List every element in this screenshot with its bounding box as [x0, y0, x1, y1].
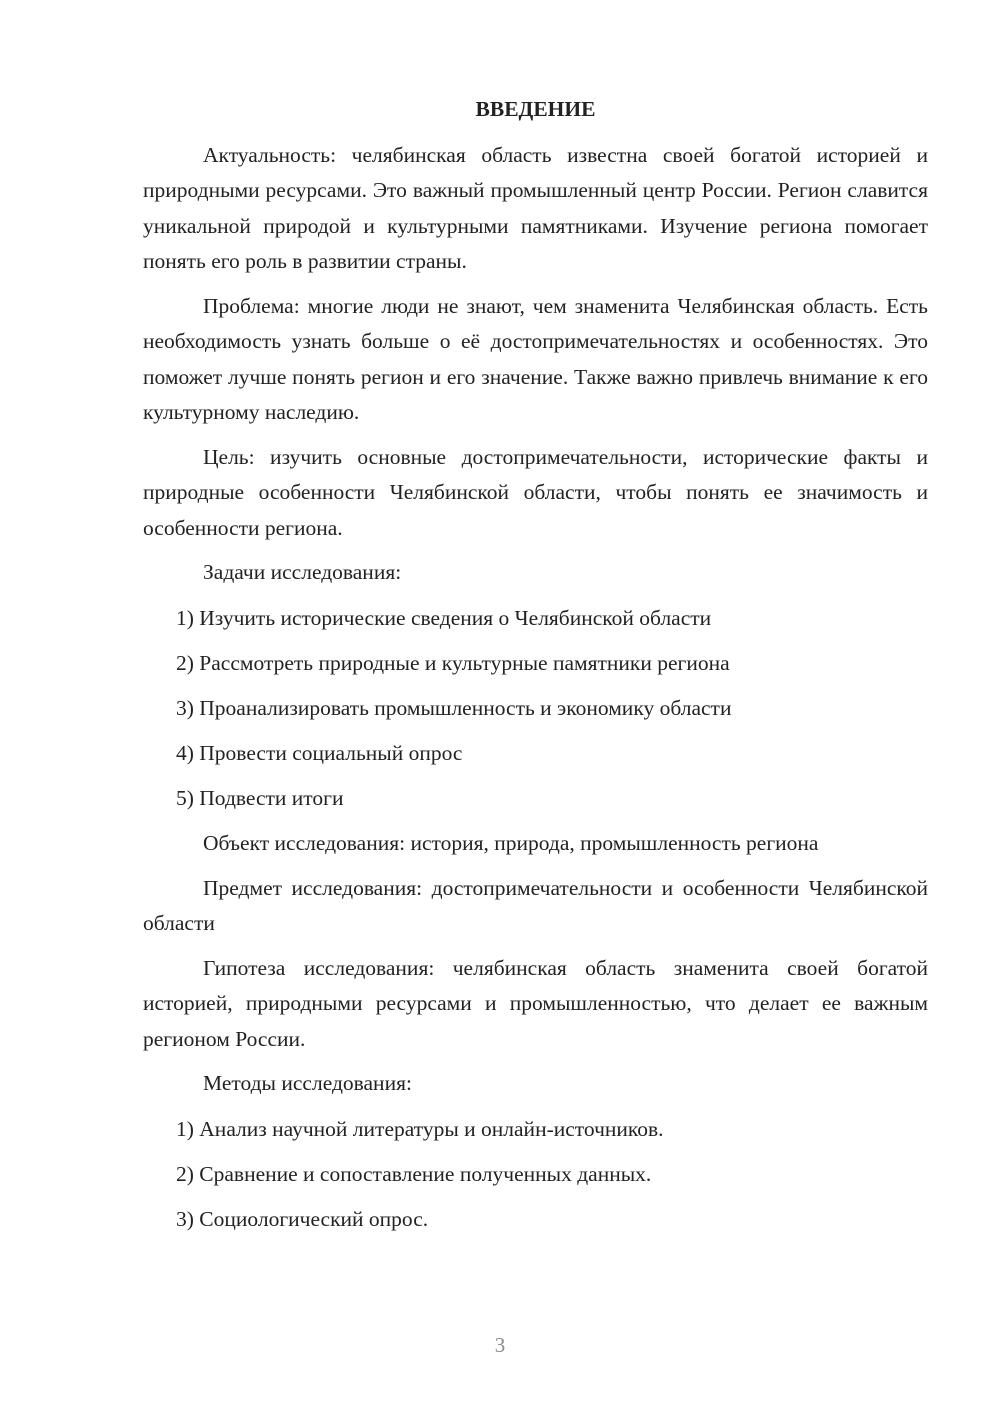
document-page — [143, 92, 928, 1247]
page-number: 3 — [494, 1333, 506, 1357]
list-item: 2) Рассмотреть природные и культурные памятники региона — [176, 650, 730, 675]
list-item: 4) Провести социальный опрос — [176, 740, 463, 765]
tasks-list — [143, 601, 928, 817]
goal-paragraph: Цель: изучить основные достопримечательности, исторические факты и природные особенности Челябинской области, чтобы понять ее значимость и особенности региона. — [143, 444, 928, 540]
methods-list — [143, 1112, 928, 1238]
object-paragraph: Объект исследования: история, природа, промышленность региона — [203, 831, 819, 855]
methods-heading: Методы исследования: — [203, 1071, 412, 1095]
list-item: 3) Социологический опрос. — [176, 1206, 429, 1231]
list-item: 3) Проанализировать промышленность и экономику области — [176, 695, 732, 720]
subject-paragraph: Предмет исследования: достопримечательности и особенности Челябинской области — [143, 875, 928, 935]
list-item: 1) Анализ научной литературы и онлайн-источников. — [176, 1116, 664, 1141]
problem-paragraph: Проблема: многие люди не знают, чем знаменита Челябинская область. Есть необходимость узнать больше о её достопримечательностях и особенностях. Это поможет лучше понять регион и его значение. Также важно привлечь внимание к его культурному наследию. — [143, 293, 928, 424]
hypothesis-paragraph: Гипотеза исследования: челябинская область знаменита своей богатой историей, природными ресурсами и промышленностью, что делает ее важным регионом России. — [143, 955, 928, 1051]
relevance-paragraph: Актуальность: челябинская область известна своей богатой историей и природными ресурсами. Это важный промышленный центр России. Регион славится уникальной природой и культурными памятниками. Изучение региона помогает понять его роль в развитии страны. — [143, 142, 928, 273]
list-item: 5) Подвести итоги — [176, 785, 344, 810]
tasks-heading: Задачи исследования: — [203, 560, 402, 584]
list-item: 1) Изучить исторические сведения о Челябинской области — [176, 605, 712, 630]
page-title: ВВЕДЕНИЕ — [475, 97, 596, 121]
list-item: 2) Сравнение и сопоставление полученных данных. — [176, 1161, 652, 1186]
